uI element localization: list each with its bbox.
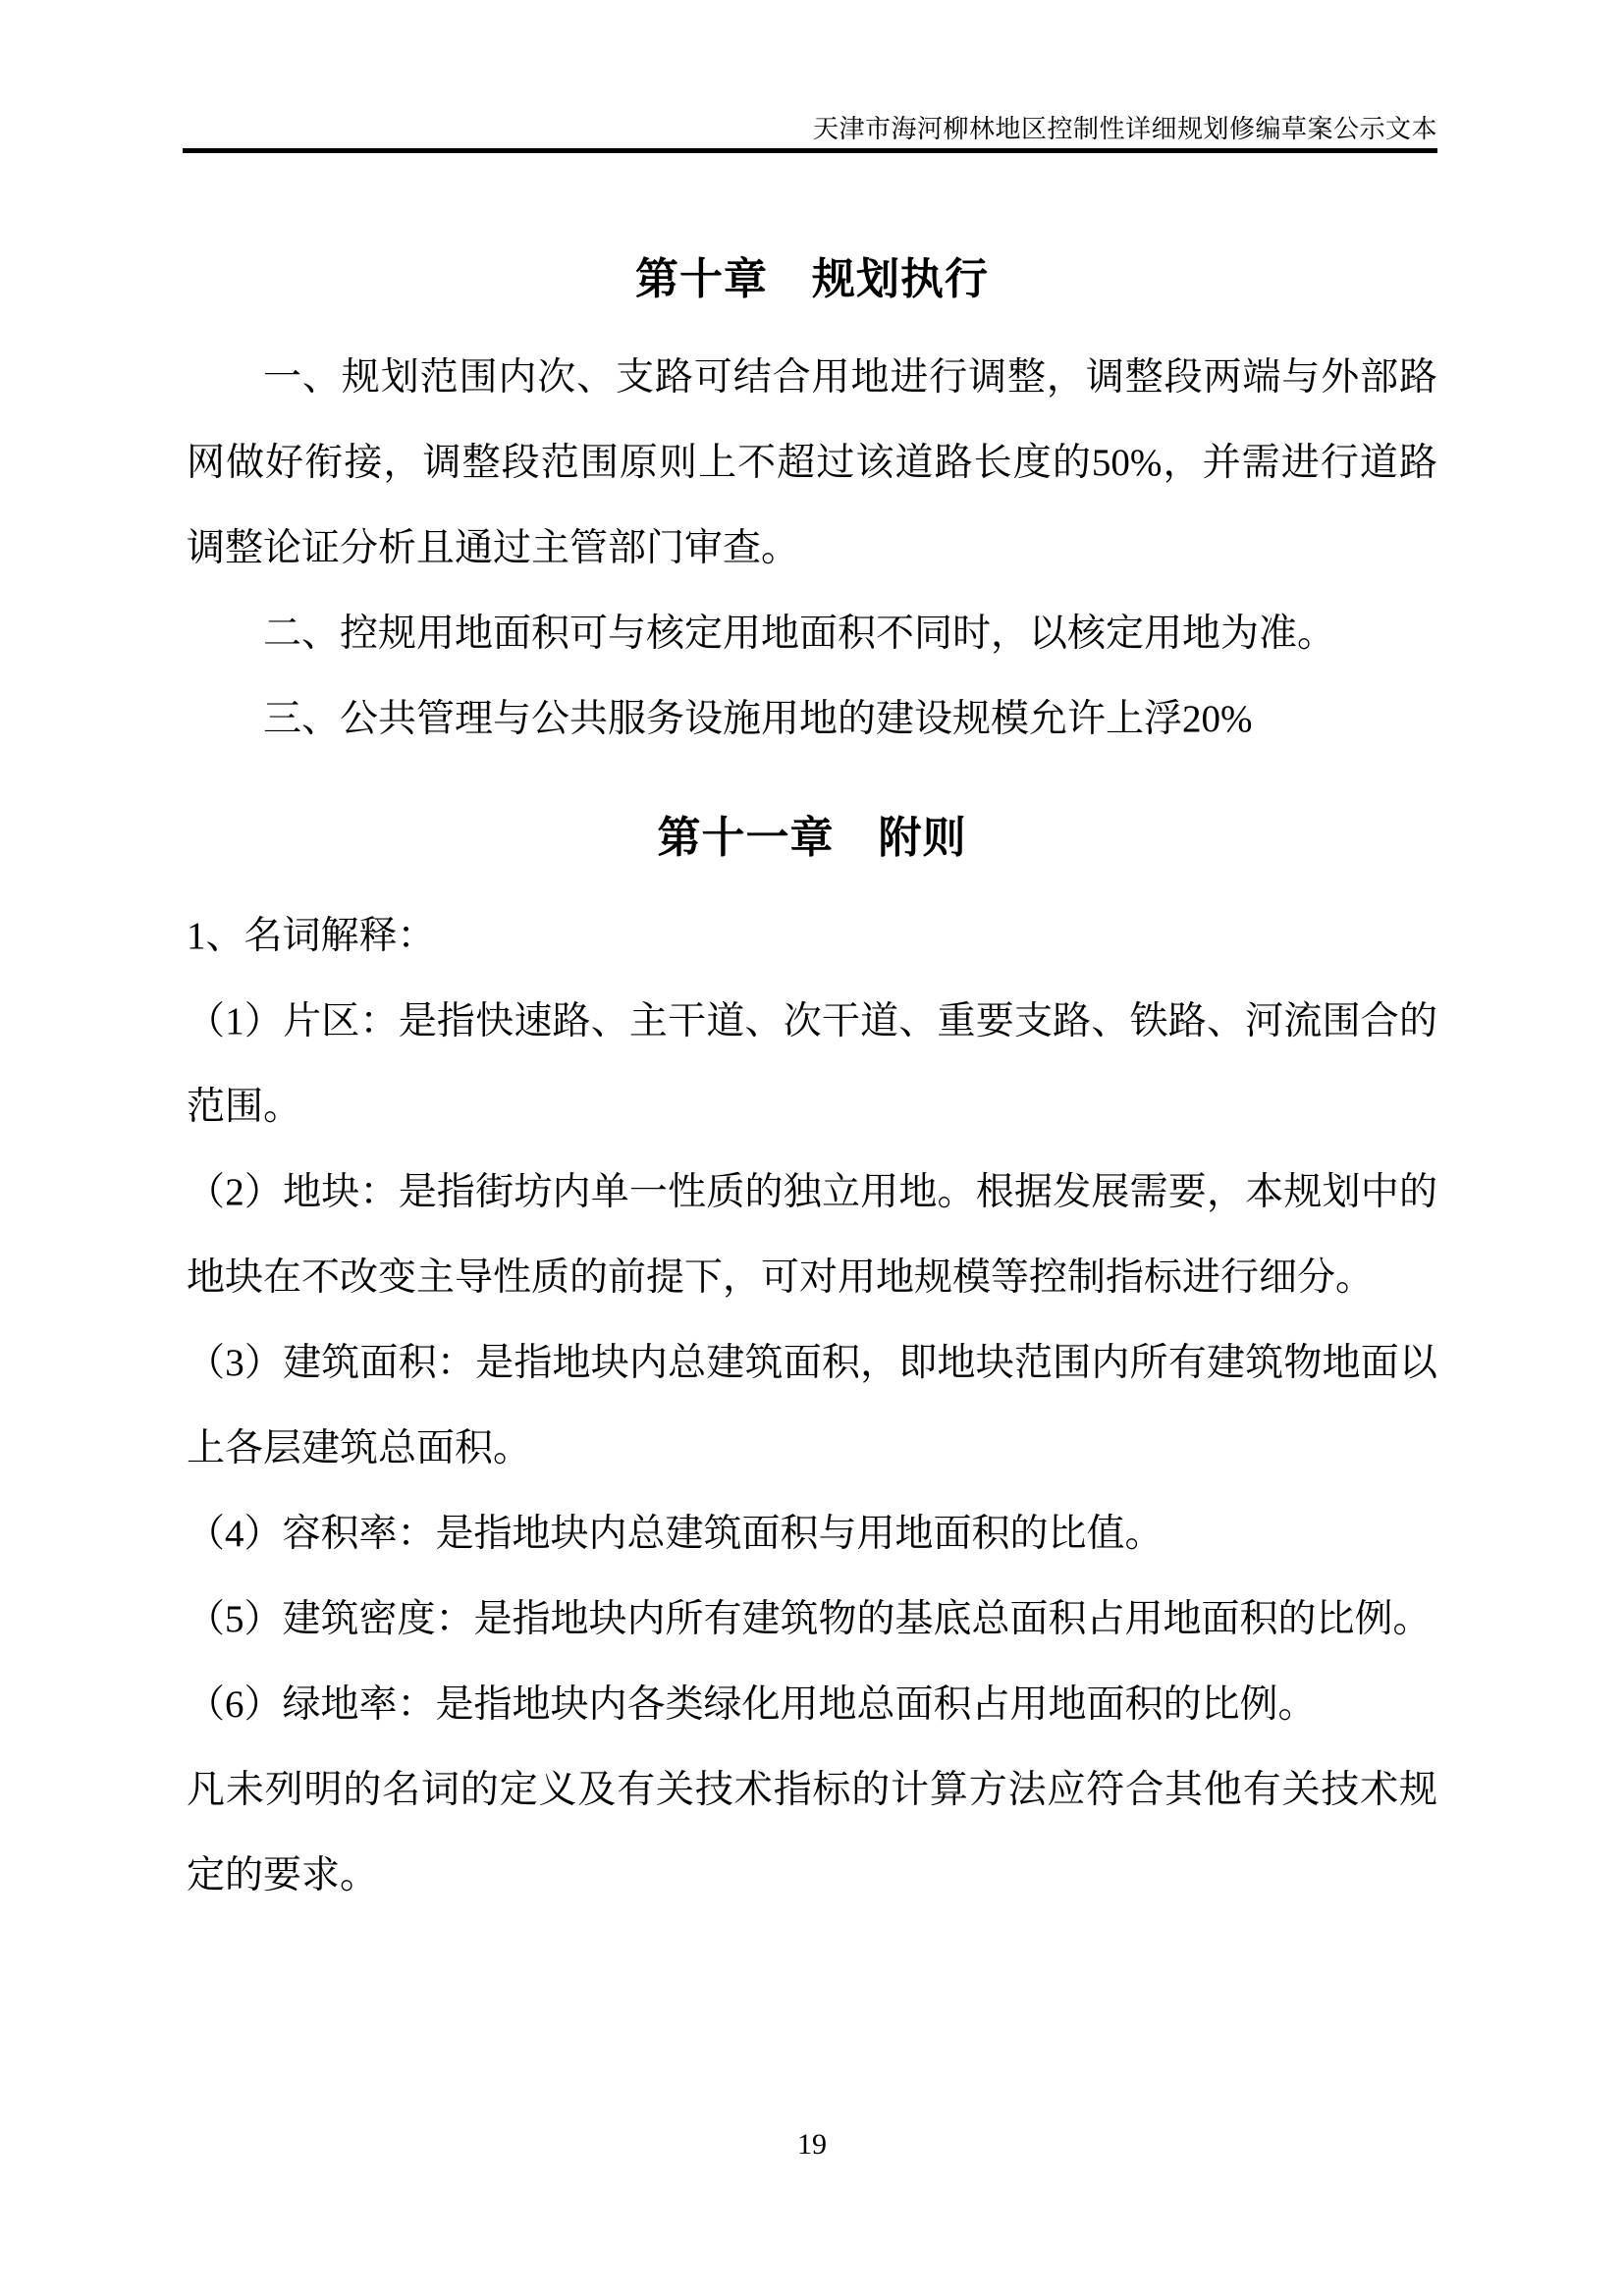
definition-6-lvdilv: （6）绿地率：是指地块内各类绿化用地总面积占用地面积的比例。 xyxy=(187,1683,1317,1726)
definition-2-dikuai: （2）地块：是指街坊内单一性质的独立用地。根据发展需要，本规划中的地块在不改变主导性质的前提下，可对用地规模等控制指标进行细分。 xyxy=(187,1171,1437,1299)
chapter-11-intro: 1、名词解释： xyxy=(187,915,436,957)
definition-5-jianzhumidu: （5）建筑密度：是指地块内所有建筑物的基底总面积占用地面积的比例。 xyxy=(187,1598,1432,1640)
chapter-10-title: 第十章 规划执行 xyxy=(635,255,989,303)
definition-3-jianzhumianji: （3）建筑面积：是指地块内总建筑面积，即地块范围内所有建筑物地面以上各层建筑总面积。 xyxy=(187,1342,1437,1469)
page-content xyxy=(187,0,1437,1918)
chapter-10-paragraph-3: 三、公共管理与公共服务设施用地的建设规模允许上浮20% xyxy=(263,698,1253,740)
header-title: 天津市海河柳林地区控制性详细规划修编草案公示文本 xyxy=(812,115,1437,143)
definition-1-pianqu: （1）片区：是指快速路、主干道、次干道、重要支路、铁路、河流围合的范围。 xyxy=(187,1000,1437,1128)
definition-4-rongjilv: （4）容积率：是指地块内总建筑面积与用地面积的比值。 xyxy=(187,1513,1164,1555)
closing-paragraph: 凡未列明的名词的定义及有关技术指标的计算方法应符合其他有关技术规定的要求。 xyxy=(187,1769,1437,1896)
chapter-10-paragraph-1: 一、规划范围内次、支路可结合用地进行调整，调整段两端与外部路网做好衔接，调整段范围原则上不超过该道路长度的50%，并需进行道路调整论证分析且通过主管部门审查。 xyxy=(187,356,1437,569)
chapter-11-title: 第十一章 附则 xyxy=(657,814,967,862)
page-number: 19 xyxy=(797,2128,827,2161)
chapter-10-paragraph-2: 二、控规用地面积可与核定用地面积不同时，以核定用地为准。 xyxy=(263,613,1336,655)
